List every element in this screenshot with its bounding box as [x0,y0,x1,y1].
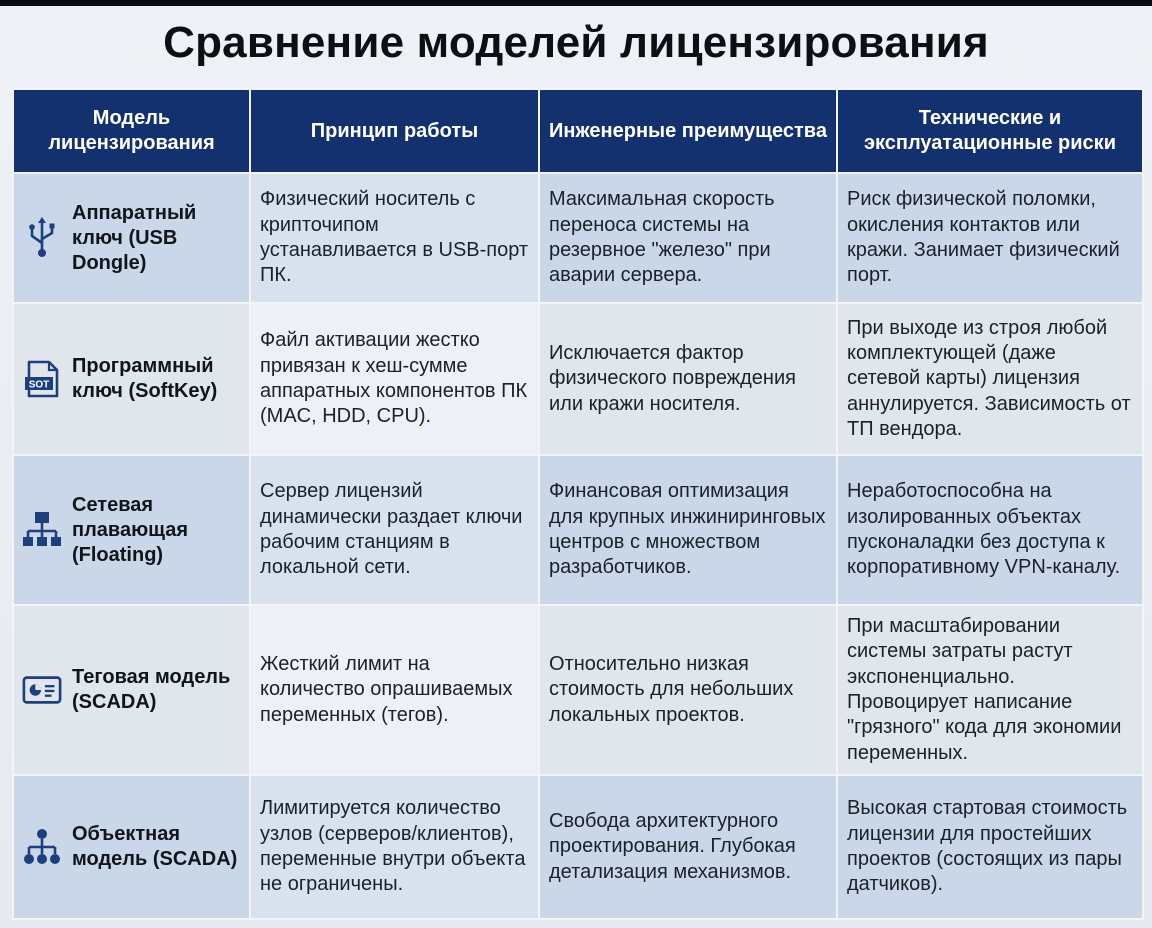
risks-cell: При масштабировании системы затраты растут экспоненциально. Провоцирует написание "грязного" кода для экономии переменных. [837,605,1143,775]
licensing-comparison-table [12,88,1144,920]
table-row [13,775,1143,919]
advantages-cell: Максимальная скорость переноса системы на резервное "железо" при аварии сервера. [539,173,837,303]
header-model: Модель лицензирования [13,89,250,173]
model-label: Сетевая плавающая (Floating) [72,493,189,566]
principle-cell: Лимитируется количество узлов (серверов/клиентов), переменные внутри объекта не ограничены. [250,775,539,919]
table-row [13,455,1143,605]
header-risks: Технические и эксплуатационные риски [837,89,1143,173]
sot-icon-text: SOT [28,379,50,391]
model-cell [13,775,250,919]
usb-icon [22,218,62,258]
risks-cell: Риск физической поломки, окисления контактов или кражи. Занимает физический порт. [837,173,1143,303]
table-row [13,173,1143,303]
model-label: Программный ключ (SoftKey) [72,355,218,402]
principle-cell: Физический носитель с крипточипом устанавливается в USB-порт ПК. [250,173,539,303]
tag-card-icon [22,670,62,710]
network-icon [22,510,62,550]
model-label: Аппаратный ключ (USB Dongle) [72,201,197,274]
risks-cell: При выходе из строя любой комплектующей (даже сетевой карты) лицензия аннулируется. Зависимость от ТП вендора. [837,303,1143,455]
table-header-row [13,89,1143,173]
principle-cell: Сервер лицензий динамически раздает ключи рабочим станциям в локальной сети. [250,455,539,605]
model-label: Объектная модель (SCADA) [72,823,238,870]
advantages-cell: Исключается фактор физического повреждения или кражи носителя. [539,303,837,455]
risks-cell: Неработоспособна на изолированных объектах пусконаладки без доступа к корпоративному VPN-каналу. [837,455,1143,605]
model-cell [13,455,250,605]
top-edge-bar [0,0,1152,6]
principle-cell: Жесткий лимит на количество опрашиваемых переменных (тегов). [250,605,539,775]
principle-cell: Файл активации жестко привязан к хеш-сумме аппаратных компонентов ПК (MAC, HDD, CPU). [250,303,539,455]
header-advantages: Инженерные преимущества [539,89,837,173]
risks-cell: Высокая стартовая стоимость лицензии для простейших проектов (состоящих из пары датчиков). [837,775,1143,919]
hierarchy-icon [22,827,62,867]
model-label: Теговая модель (SCADA) [72,666,231,713]
header-principle: Принцип работы [250,89,539,173]
sot-file-icon [22,359,62,399]
page-title: Сравнение моделей лицензирования [163,18,989,67]
table-row [13,605,1143,775]
advantages-cell: Относительно низкая стоимость для небольших локальных проектов. [539,605,837,775]
advantages-cell: Финансовая оптимизация для крупных инжиниринговых центров с множеством разработчиков. [539,455,837,605]
model-cell [13,605,250,775]
model-cell [13,173,250,303]
table-row [13,303,1143,455]
model-cell [13,303,250,455]
advantages-cell: Свобода архитектурного проектирования. Глубокая детализация механизмов. [539,775,837,919]
